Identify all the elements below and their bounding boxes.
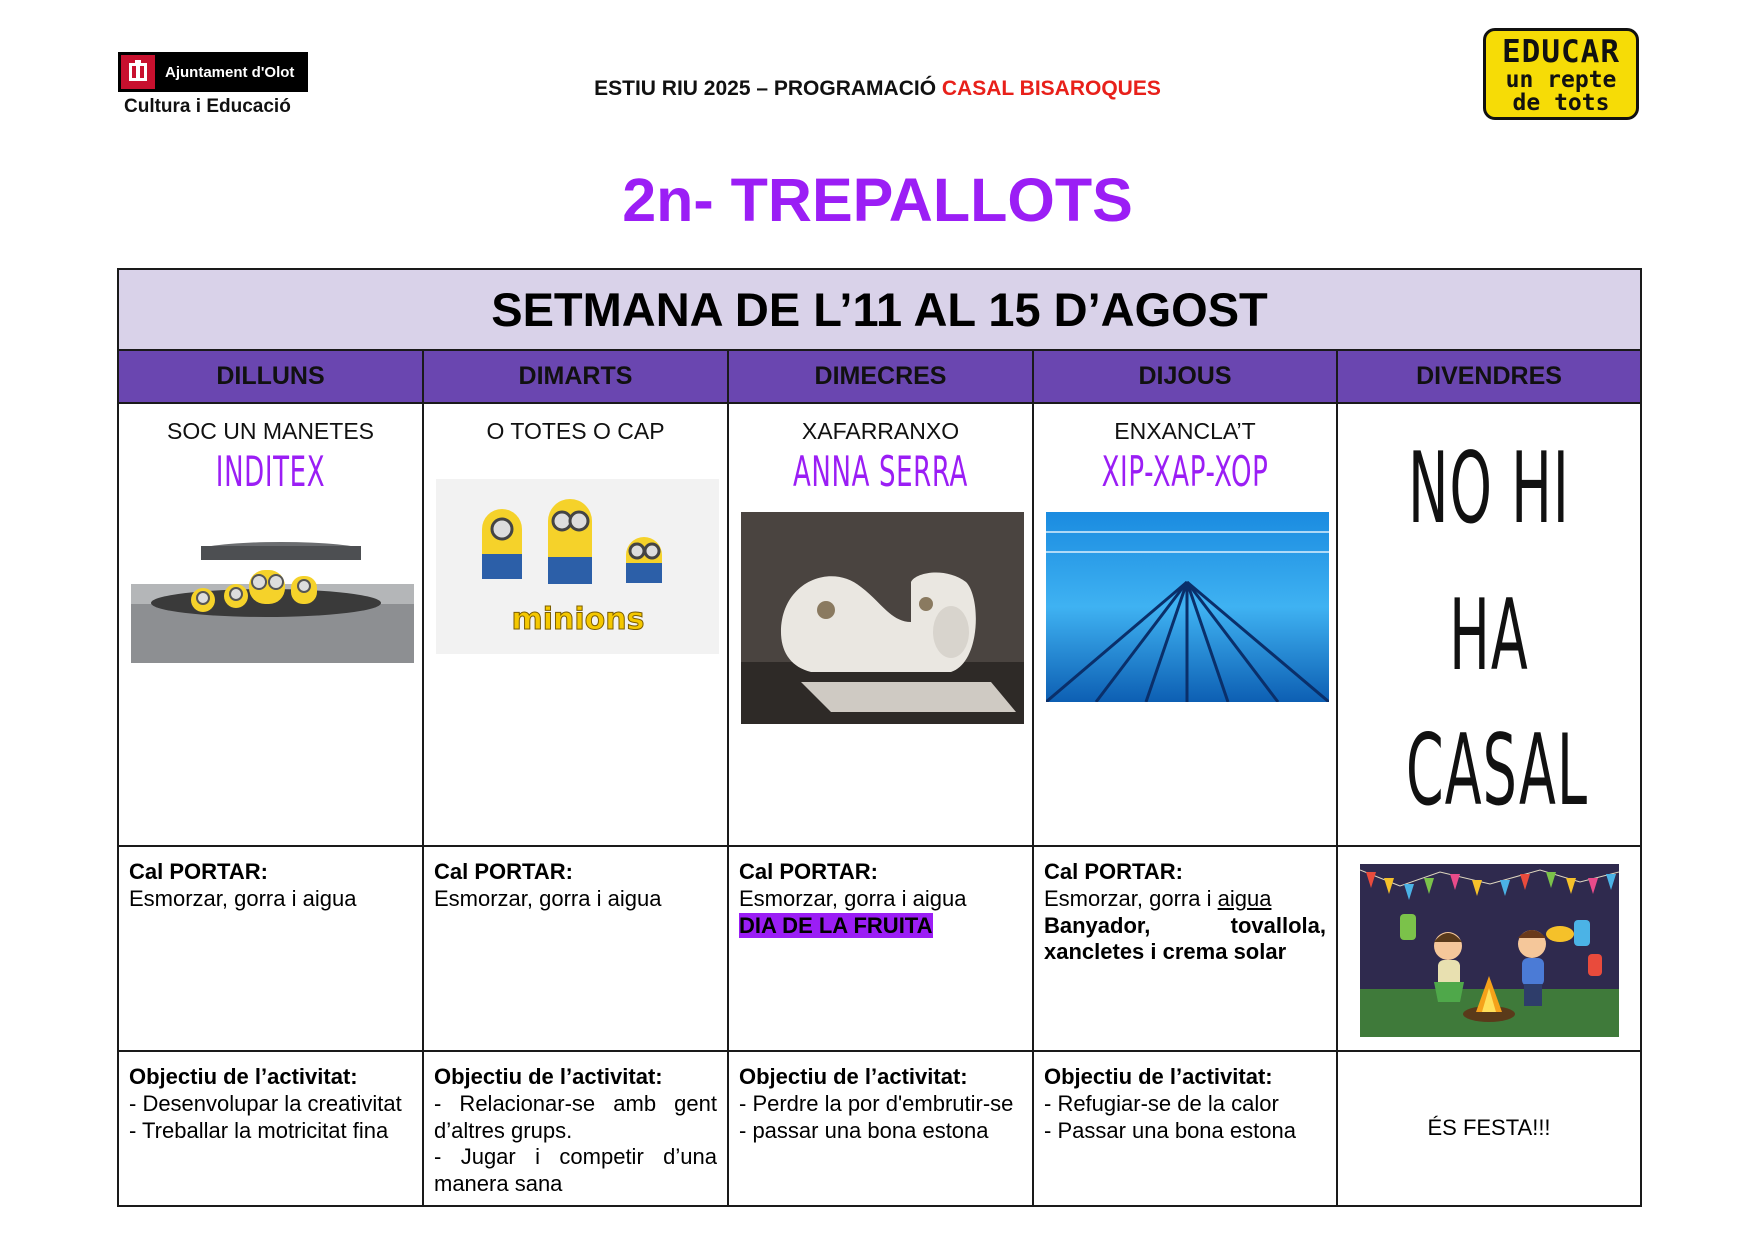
activity-cell-friday <box>1337 403 1641 846</box>
activity-cell-thursday <box>1033 403 1337 846</box>
swimming-pool-image <box>1046 512 1329 702</box>
portar-cell-tuesday <box>423 846 728 1051</box>
header-title-prefix: ESTIU RIU 2025 – PROGRAMACIÓ <box>594 77 937 100</box>
activity-brand: XIP-XAP-XOP <box>1101 447 1269 496</box>
day-header-thursday: DIJOUS <box>1033 350 1337 403</box>
activity-brand: ANNA SERRA <box>793 447 968 496</box>
objectiu-cell-friday <box>1337 1051 1641 1206</box>
portar-bold-text: Banyador, tovallola, xancletes i crema solar <box>1044 912 1326 965</box>
portar-text: Esmorzar, gorra i aigua <box>129 885 357 911</box>
educar-logo-line2: un repte <box>1505 67 1617 93</box>
white-sculpture-image <box>741 512 1024 724</box>
objectiu-line: - Refugiar-se de la calor <box>1044 1090 1279 1116</box>
minions-logo-text: minions <box>511 602 645 637</box>
week-row <box>118 269 1641 350</box>
day-header-friday: DIVENDRES <box>1337 350 1641 403</box>
objectiu-cell-tuesday <box>423 1051 728 1206</box>
party-dance-image <box>1360 864 1619 1037</box>
portar-cell-wednesday <box>728 846 1033 1051</box>
day-header-wednesday: DIMECRES <box>728 350 1033 403</box>
weekly-schedule-table <box>117 268 1642 1207</box>
olot-logo-subtitle: Cultura i Educació <box>124 96 291 117</box>
day-header-tuesday: DIMARTS <box>423 350 728 403</box>
activity-name: ENXANCLA’T <box>1114 418 1256 444</box>
educar-logo <box>1483 28 1639 120</box>
objectiu-line: - Perdre la por d'embrutir-se <box>739 1090 1014 1116</box>
objectiu-line: - Passar una bona estona <box>1044 1117 1296 1143</box>
no-casal-line1: NO HI HA <box>1408 432 1570 693</box>
objectiu-cell-monday <box>118 1051 423 1206</box>
week-title: SETMANA DE L’11 AL 15 D’AGOST <box>118 269 1641 350</box>
portar-text <box>1044 886 1326 913</box>
objectiu-line: - Jugar i competir d’una manera sana <box>434 1144 717 1197</box>
portar-text: Esmorzar, gorra i aigua <box>739 885 967 911</box>
portar-row <box>118 846 1641 1051</box>
activity-name: SOC UN MANETES <box>166 418 375 444</box>
portar-label: Cal PORTAR: <box>434 859 573 884</box>
portar-text-a: Esmorzar, gorra i <box>1044 885 1212 911</box>
portar-cell-friday <box>1337 846 1641 1051</box>
objectiu-line: - Relacionar-se amb gent d’altres grups. <box>434 1090 717 1143</box>
activity-name: XAFARRANXO <box>801 418 960 444</box>
fruit-day-highlight: DIA DE LA FRUITA <box>739 912 933 938</box>
minions-manhole-image <box>131 536 414 663</box>
no-casal-line2: CASAL <box>1405 714 1589 828</box>
portar-text: Esmorzar, gorra i aigua <box>434 885 662 911</box>
objectiu-cell-wednesday <box>728 1051 1033 1206</box>
objectiu-label: Objectiu de l’activitat: <box>434 1064 663 1089</box>
portar-cell-thursday <box>1033 846 1337 1051</box>
group-title: 2n- TREPALLOTS <box>622 166 1133 234</box>
festa-text: ÉS FESTA!!! <box>1427 1115 1551 1141</box>
activity-cell-wednesday <box>728 403 1033 846</box>
day-header-monday: DILLUNS <box>118 350 423 403</box>
objectiu-cell-thursday <box>1033 1051 1337 1206</box>
minions-poster-image <box>436 479 719 654</box>
portar-label: Cal PORTAR: <box>739 859 878 884</box>
objectiu-label: Objectiu de l’activitat: <box>129 1064 358 1089</box>
educar-logo-line1: EDUCAR <box>1502 34 1620 70</box>
educar-logo-line3: de tots <box>1512 90 1610 116</box>
header-title-highlight: CASAL BISAROQUES <box>941 77 1161 100</box>
activity-brand: INDITEX <box>215 447 326 496</box>
portar-label: Cal PORTAR: <box>1044 859 1183 884</box>
portar-label: Cal PORTAR: <box>129 859 268 884</box>
portar-text-b: aigua <box>1217 885 1272 911</box>
objectiu-row <box>118 1051 1641 1206</box>
objectiu-label: Objectiu de l’activitat: <box>1044 1064 1273 1089</box>
activity-cell-tuesday <box>423 403 728 846</box>
olot-logo-name: Ajuntament d'Olot <box>165 63 295 81</box>
portar-cell-monday <box>118 846 423 1051</box>
objectiu-line: - Treballar la motricitat fina <box>129 1117 389 1143</box>
activity-name: O TOTES O CAP <box>486 418 665 444</box>
objectiu-label: Objectiu de l’activitat: <box>739 1064 968 1089</box>
days-header-row <box>118 350 1641 403</box>
objectiu-line: - Desenvolupar la creativitat <box>129 1090 402 1116</box>
activity-cell-monday <box>118 403 423 846</box>
activity-row <box>118 403 1641 846</box>
objectiu-line: - passar una bona estona <box>739 1117 989 1143</box>
